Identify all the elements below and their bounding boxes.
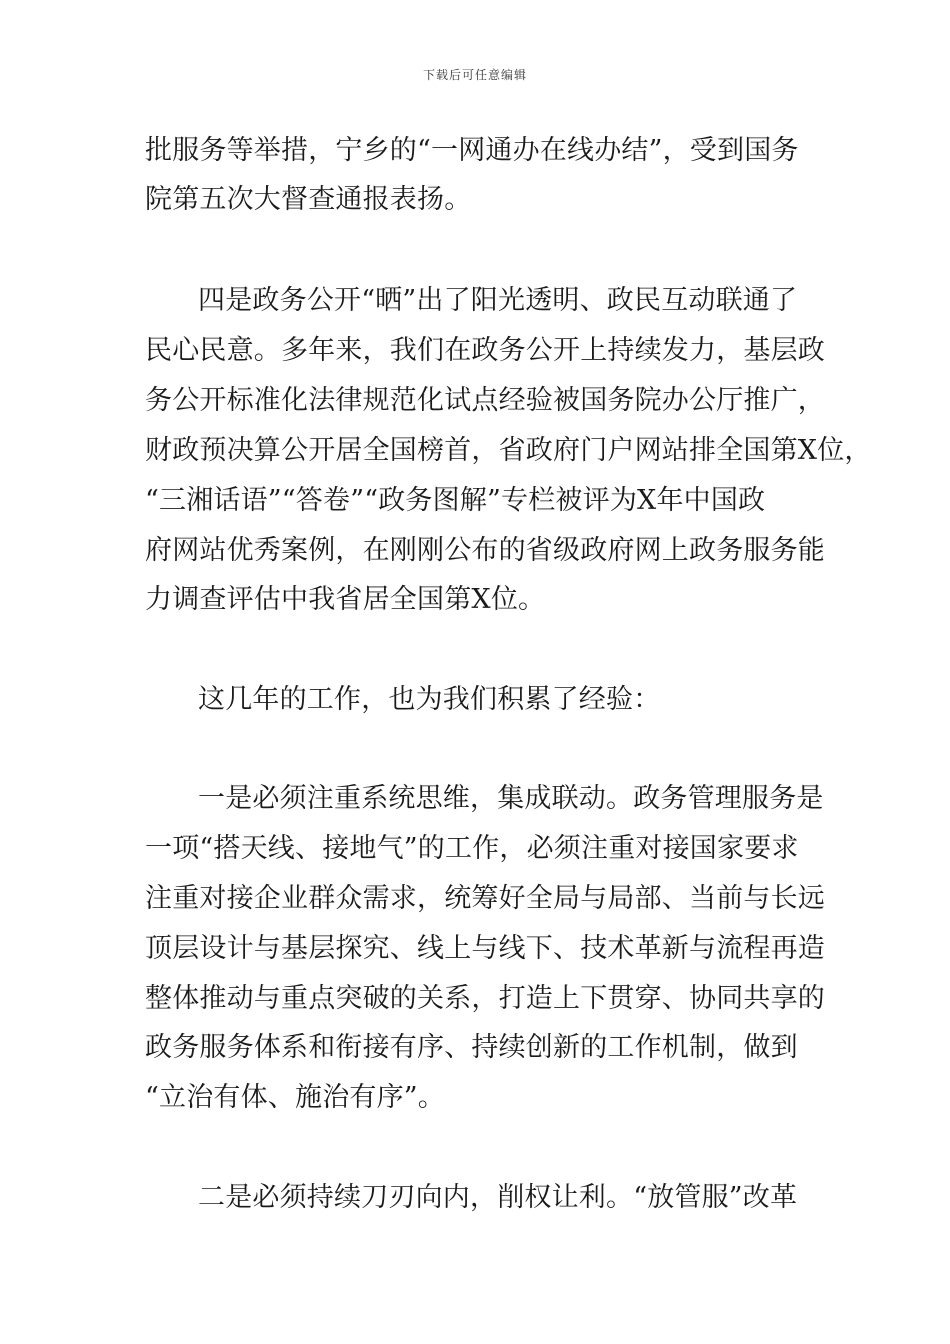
- paragraph-first-line: 一是必须注重系统思维，集成联动。政务管理服务是: [198, 783, 824, 814]
- paragraph-first-line: 二是必须持续刀刃向内，削权让利。“放管服”改革: [198, 1182, 798, 1213]
- text-line: “三湘话语”“答卷”“政务图解”专栏被评为X年中国政: [145, 485, 766, 516]
- text-line: 力调查评估中我省居全国第X位。: [145, 584, 546, 615]
- text-line: 一项“搭天线、接地气”的工作，必须注重对接国家要求: [145, 833, 799, 864]
- text-line: 注重对接企业群众需求，统筹好全局与局部、当前与长远: [145, 883, 825, 914]
- text-line: “立治有体、施治有序”。: [145, 1082, 446, 1113]
- paragraph-first-line: 这几年的工作，也为我们积累了经验：: [198, 684, 661, 715]
- text-line: 院第五次大督查通报表扬。: [145, 184, 472, 215]
- text-line: 民心民意。多年来，我们在政务公开上持续发力，基层政: [145, 335, 825, 366]
- page-header: 下载后可任意编辑: [422, 68, 527, 82]
- text-line: 府网站优秀案例，在刚刚公布的省级政府网上政务服务能: [145, 535, 825, 566]
- text-line: 务公开标准化法律规范化试点经验被国务院办公厅推广，: [145, 385, 825, 416]
- text-line: 批服务等举措，宁乡的“一网通办在线办结”，受到国务: [145, 135, 799, 166]
- text-line: 财政预决算公开居全国榜首，省政府门户网站排全国第X位，: [145, 435, 872, 466]
- paragraph-first-line: 四是政务公开“晒”出了阳光透明、政民互动联通了: [198, 285, 798, 316]
- text-line: 政务服务体系和衔接有序、持续创新的工作机制，做到: [145, 1032, 798, 1063]
- text-line: 整体推动与重点突破的关系，打造上下贯穿、协同共享的: [145, 983, 825, 1014]
- text-line: 顶层设计与基层探究、线上与线下、技术革新与流程再造: [145, 933, 825, 964]
